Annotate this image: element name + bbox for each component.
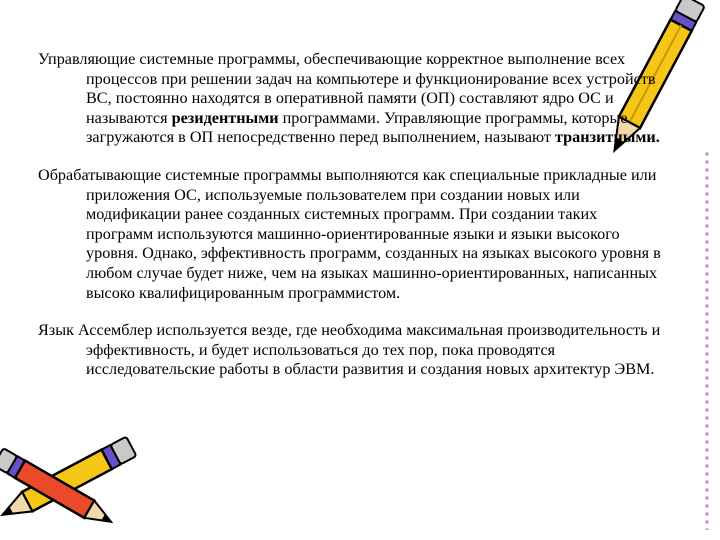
p1-bold-transit: транзитными. — [555, 128, 660, 147]
paragraph-2 — [38, 166, 668, 303]
p1-text-2: программами. Управляющие программы, которые загружаются в ОП непосредственно перед выполнением, называют — [86, 108, 628, 147]
p3-text: Язык Ассемблер используется везде, где необходима максимальная производительность и эффективность, и будет использоваться до тех пор, пока проводятся исследовательские работы в области развития и создания новых архитектур ЭВМ. — [38, 321, 661, 379]
dotted-border — [702, 150, 712, 530]
paragraph-1 — [38, 50, 668, 148]
p1-bold-resident: резидентными — [171, 108, 279, 127]
paragraph-3 — [38, 321, 668, 380]
p1-text-1: Управляющие системные программы, обеспечивающие корректное выполнение всех процессов при решении задач на компьютере и функционирование всех устройств ВС, постоянно находятся в оперативной памяти (ОП) составляют ядро ОС и называются — [38, 50, 656, 127]
p2-text: Обрабатывающие системные программы выполняются как специальные прикладные или приложения ОС, используемые пользователем при создании новых или модификации ранее созданных системных программ. При создании таких программ используются машинно-ориентированные языки и языки высокого уровня. Однако, эффективность программ, созданных на языках высокого уровня в любом случае будет ниже, чем на языках машинно-ориентированных, написанных высоко квалифицированным программистом. — [38, 165, 661, 302]
pencils-icon — [0, 420, 140, 540]
text-body — [38, 50, 668, 398]
